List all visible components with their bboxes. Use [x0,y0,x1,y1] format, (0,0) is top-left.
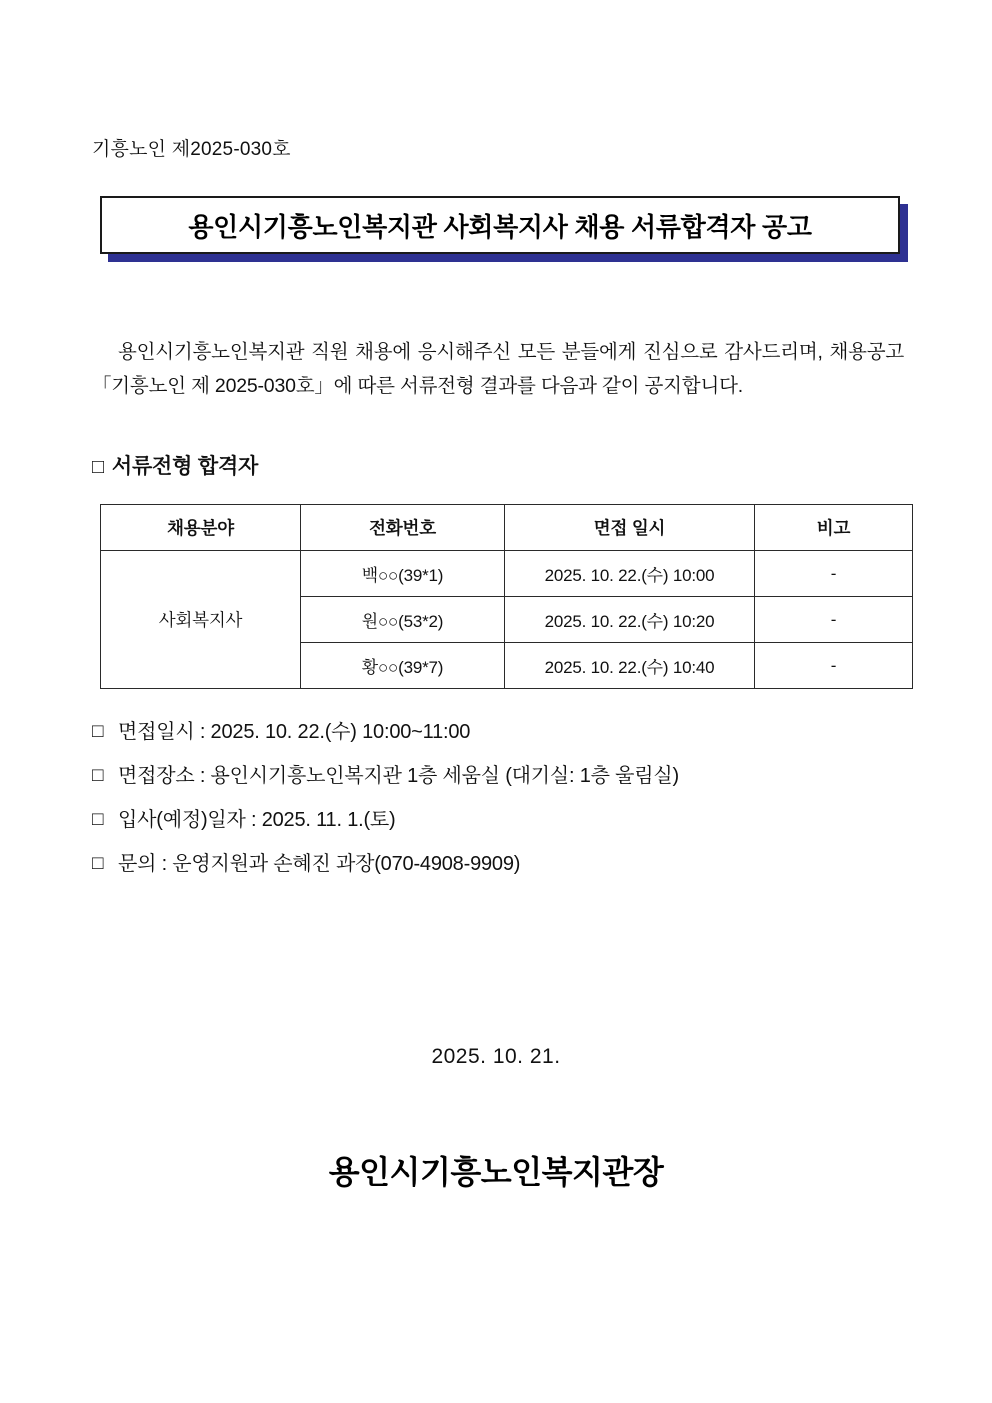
list-item-label: 면접장소 : 용인시기흥노인복지관 1층 세움실 (대기실: 1층 울림실) [118,765,679,787]
title-box [100,196,900,254]
list-item-label: 입사(예정)일자 : 2025. 11. 1.(토) [118,809,396,831]
table-header-phone: 전화번호 [301,505,505,551]
bullet-square-icon: □ [92,456,104,478]
table-cell-note: - [755,597,913,643]
table-cell-note: - [755,551,913,597]
list-item [92,842,912,886]
bullet-square-icon: □ [92,853,104,874]
intro-paragraph: 용인시기흥노인복지관 직원 채용에 응시해주신 모든 분들에게 진심으로 감사드리며, 채용공고「기흥노인 제 2025-030호」에 따른 서류전형 결과를 다음과 같이 공지합니다. [92,340,904,397]
organization-name: 용인시기흥노인복지관장 [328,1154,664,1190]
list-item [92,710,912,754]
page-title: 용인시기흥노인복지관 사회복지사 채용 서류합격자 공고 [188,211,812,242]
bullet-square-icon: □ [92,721,104,742]
table-cell-field: 사회복지사 [101,551,301,689]
table-cell-interview: 2025. 10. 22.(수) 10:00 [505,551,755,597]
bullet-square-icon: □ [92,765,104,786]
successful-applicants-table [100,504,913,689]
list-item [92,798,912,842]
table-cell-note: - [755,643,913,689]
bullet-square-icon: □ [92,809,104,830]
section-heading [92,450,258,480]
table-header-interview: 면접 일시 [505,505,755,551]
list-item [92,754,912,798]
details-list [92,710,912,886]
document-number: 기흥노인 제2025-030호 [92,139,291,160]
table-cell-interview: 2025. 10. 22.(수) 10:40 [505,643,755,689]
issue-date: 2025. 10. 21. [431,1045,561,1068]
table-header-note: 비고 [755,505,913,551]
title-banner [100,196,900,254]
table-cell-phone: 황○○(39*7) [301,643,505,689]
section-heading-label: 서류전형 합격자 [111,455,259,478]
table-header-field: 채용분야 [101,505,301,551]
list-item-label: 면접일시 : 2025. 10. 22.(수) 10:00~11:00 [118,721,471,743]
table-cell-phone: 원○○(53*2) [301,597,505,643]
list-item-label: 문의 : 운영지원과 손혜진 과장(070-4908-9909) [118,853,521,875]
table-header-row [101,505,913,551]
table-cell-interview: 2025. 10. 22.(수) 10:20 [505,597,755,643]
table-row [101,551,913,597]
table-cell-phone: 백○○(39*1) [301,551,505,597]
